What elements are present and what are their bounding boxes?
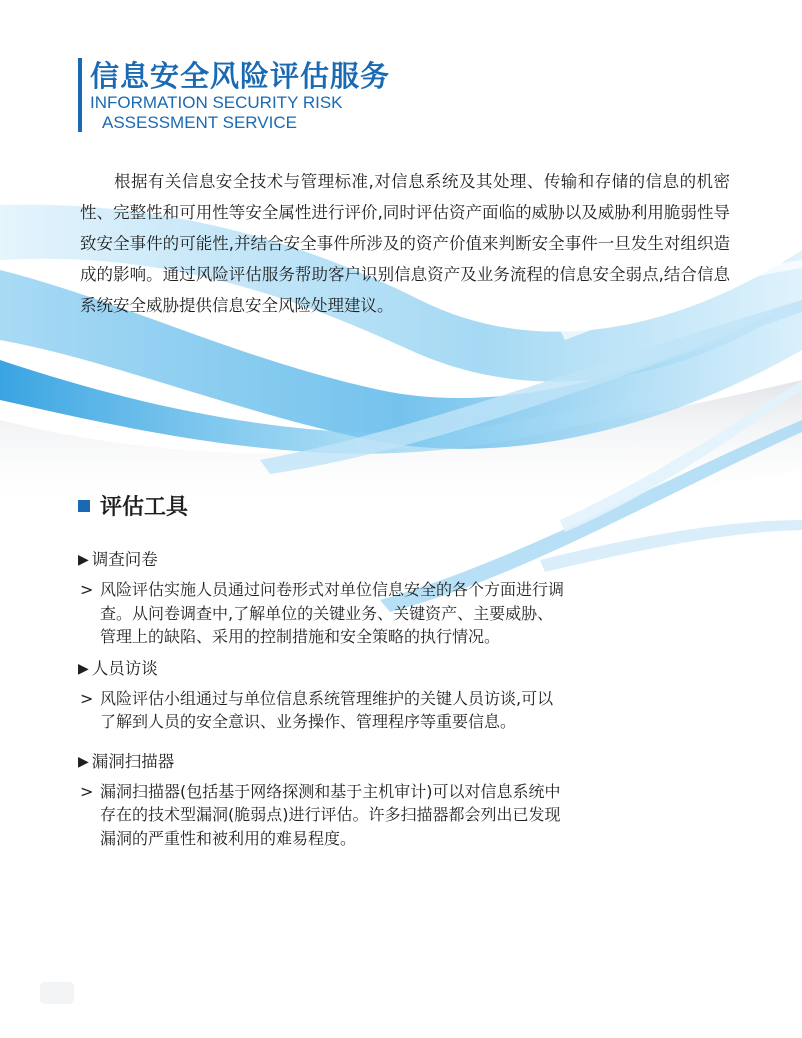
tool-item-questionnaire xyxy=(78,546,578,649)
page-title-en-line1: INFORMATION SECURITY RISK xyxy=(90,93,343,112)
tool-title-text: 调查问卷 xyxy=(91,550,158,569)
tool-description-text: 漏洞扫描器(包括基于网络探测和基于主机审计)可以对信息系统中存在的技术型漏洞(脆弱点)进行评估。许多扫描器都会列出已发现漏洞的严重性和被利用的难易程度。 xyxy=(100,781,561,848)
header-accent-bar xyxy=(78,58,82,132)
tool-title xyxy=(78,748,578,776)
tool-title-text: 漏洞扫描器 xyxy=(91,751,175,771)
tool-description xyxy=(78,578,578,649)
page-title-cn: 信息安全风险评估服务 xyxy=(90,59,391,93)
page-title-en xyxy=(90,93,343,133)
tool-item-scanner xyxy=(78,748,578,851)
tool-title xyxy=(78,655,578,683)
chevron-right-icon: > xyxy=(80,781,94,801)
tool-description-text: 风险评估实施人员通过问卷形式对单位信息安全的各个方面进行调查。从问卷调查中,了解单位的关键业务、关键资产、主要威胁、管理上的缺陷、采用的控制措施和安全策略的执行情况。 xyxy=(100,580,565,646)
section-heading xyxy=(78,490,188,521)
triangle-bullet-icon: ▶ xyxy=(78,753,89,770)
chevron-right-icon: > xyxy=(80,688,94,708)
section-title: 评估工具 xyxy=(100,495,189,520)
page-title-en-line2: ASSESSMENT SERVICE xyxy=(102,113,297,132)
chevron-right-icon: > xyxy=(80,580,94,599)
triangle-bullet-icon: ▶ xyxy=(78,552,89,568)
page-number-mark xyxy=(40,982,74,1004)
square-bullet-icon xyxy=(78,500,90,512)
tool-description-text: 风险评估小组通过与单位信息系统管理维护的关键人员访谈,可以了解到人员的安全意识、业务操作、管理程序等重要信息。 xyxy=(100,688,554,731)
tools-list xyxy=(78,546,578,856)
tool-title xyxy=(78,546,578,574)
tool-title-text: 人员访谈 xyxy=(91,658,158,678)
triangle-bullet-icon: ▶ xyxy=(78,660,89,677)
tool-description xyxy=(78,780,578,851)
tool-description xyxy=(78,687,578,734)
intro-paragraph: 根据有关信息安全技术与管理标准,对信息系统及其处理、传输和存储的信息的机密性、完整性和可用性等安全属性进行评价,同时评估资产面临的威胁以及威胁利用脆弱性导致安全事件的可能性,并结合安全事件所涉及的资产价值来判断安全事件一旦发生对组织造成的影响。通过风险评估服务帮助客户识别信息资产及业务流程的信息安全弱点,结合信息系统安全威胁提供信息安全风险处理建议。 xyxy=(80,172,730,315)
tool-item-interview xyxy=(78,655,578,734)
